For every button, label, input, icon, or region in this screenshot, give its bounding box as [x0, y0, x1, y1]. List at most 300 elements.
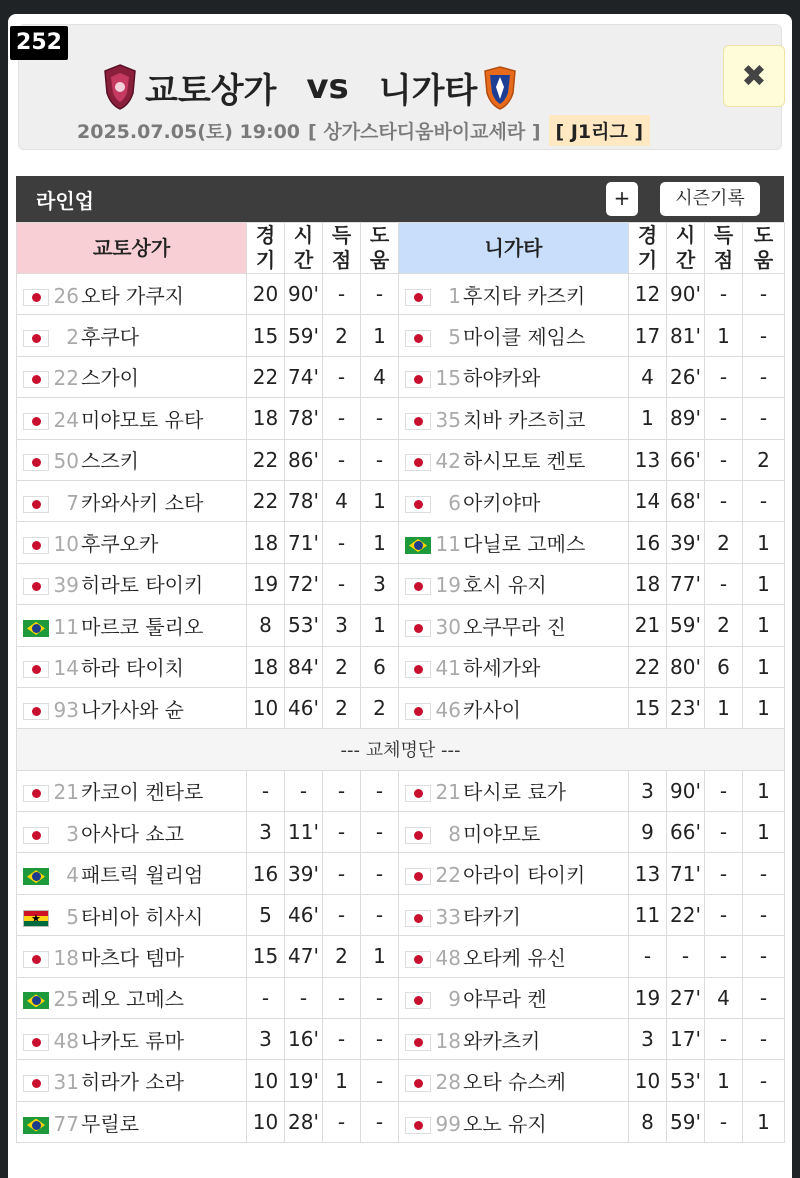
match-lineup-modal	[8, 14, 792, 1178]
away-player-cell[interactable]	[399, 646, 629, 687]
season-record-button[interactable]: 시즌기록	[660, 182, 760, 216]
goals-cell: 2	[323, 936, 361, 977]
home-player-cell[interactable]	[17, 439, 247, 480]
games-cell: 11	[629, 894, 667, 935]
flag-icon	[405, 1117, 431, 1134]
goals-cell: 2	[705, 522, 743, 563]
minutes-cell: 81'	[667, 315, 705, 356]
substitutes-label: --- 교체명단 ---	[17, 729, 785, 770]
home-player-cell[interactable]	[17, 894, 247, 935]
player-name[interactable]: 하라 타이치	[81, 656, 184, 681]
minutes-cell: 59'	[667, 605, 705, 646]
flag-icon	[405, 330, 431, 347]
player-name[interactable]: 아사다 쇼고	[81, 821, 184, 846]
table-row	[17, 605, 785, 646]
substitutes-divider-row	[17, 729, 785, 770]
flag-icon	[23, 371, 49, 388]
goals-cell: 1	[705, 1060, 743, 1101]
assists-cell: -	[361, 894, 399, 935]
home-player-cell[interactable]	[17, 1019, 247, 1060]
minutes-cell: 90'	[667, 770, 705, 811]
table-row	[17, 770, 785, 811]
player-number: 99	[435, 1111, 461, 1136]
player-number: 11	[53, 614, 79, 639]
flag-icon	[405, 785, 431, 802]
assists-cell: 1	[361, 480, 399, 521]
away-player-cell[interactable]	[399, 1101, 629, 1142]
goals-cell: -	[323, 853, 361, 894]
player-name[interactable]: 하야카와	[463, 366, 541, 391]
assists-cell: -	[361, 977, 399, 1018]
table-row	[17, 1101, 785, 1142]
minutes-cell: -	[285, 770, 323, 811]
assists-cell: 4	[361, 356, 399, 397]
games-cell: 16	[629, 522, 667, 563]
player-number: 8	[448, 821, 461, 846]
assists-cell: -	[743, 936, 785, 977]
minutes-cell: 26'	[667, 356, 705, 397]
minutes-cell: 53'	[667, 1060, 705, 1101]
away-team-name: 니가타	[378, 70, 478, 111]
goals-cell: -	[323, 356, 361, 397]
assists-cell: -	[361, 1101, 399, 1142]
home-player-cell[interactable]	[17, 1060, 247, 1101]
player-number: 28	[435, 1070, 461, 1095]
flag-icon	[405, 413, 431, 430]
player-number: 6	[448, 490, 461, 515]
player-number: 2	[66, 325, 79, 350]
goals-cell: 3	[323, 605, 361, 646]
goals-cell: -	[323, 1019, 361, 1060]
home-player-cell[interactable]	[17, 522, 247, 563]
assists-cell: 1	[743, 563, 785, 604]
player-name[interactable]: 후쿠오카	[81, 532, 159, 557]
match-info	[77, 115, 650, 146]
home-player-cell[interactable]	[17, 812, 247, 853]
goals-cell: -	[323, 522, 361, 563]
table-row	[17, 853, 785, 894]
goals-cell: 2	[323, 646, 361, 687]
table-row	[17, 812, 785, 853]
player-name[interactable]: 오타 가쿠지	[81, 283, 184, 308]
minutes-cell: 11'	[285, 812, 323, 853]
goals-cell: -	[323, 274, 361, 315]
minutes-cell: 72'	[285, 563, 323, 604]
minutes-cell: 27'	[667, 977, 705, 1018]
games-cell: 19	[629, 977, 667, 1018]
flag-icon	[405, 537, 431, 554]
player-name[interactable]: 미야모토	[463, 821, 541, 846]
player-number: 21	[435, 780, 461, 805]
minutes-cell: 23'	[667, 687, 705, 728]
games-cell: 13	[629, 853, 667, 894]
flag-icon	[23, 951, 49, 968]
games-cell: 18	[247, 398, 285, 439]
player-number: 15	[435, 366, 461, 391]
player-name[interactable]: 스가이	[81, 366, 139, 391]
flag-icon	[23, 578, 49, 595]
section-title: 라인업	[36, 189, 94, 213]
player-number: 35	[435, 407, 461, 432]
player-number: 42	[435, 449, 461, 474]
minutes-cell: 89'	[667, 398, 705, 439]
home-team-emblem-icon	[103, 63, 137, 111]
minutes-cell: 86'	[285, 439, 323, 480]
games-cell: 12	[629, 274, 667, 315]
minutes-cell: 71'	[285, 522, 323, 563]
minutes-cell: -	[667, 936, 705, 977]
player-number: 93	[53, 697, 79, 722]
minutes-column-header: 시 간	[285, 223, 323, 274]
home-player-cell[interactable]	[17, 480, 247, 521]
flag-icon	[23, 992, 49, 1009]
player-number: 18	[53, 945, 79, 970]
minutes-cell: 66'	[667, 812, 705, 853]
games-cell: -	[247, 770, 285, 811]
assists-cell: -	[361, 770, 399, 811]
table-row	[17, 522, 785, 563]
vs-label: vs	[306, 67, 349, 107]
away-player-cell[interactable]	[399, 812, 629, 853]
player-number: 30	[435, 614, 461, 639]
flag-icon	[405, 289, 431, 306]
player-name[interactable]: 호시 유지	[463, 573, 547, 598]
goals-cell: -	[705, 936, 743, 977]
games-cell: 22	[247, 439, 285, 480]
table-row	[17, 977, 785, 1018]
table-row	[17, 439, 785, 480]
games-cell: 3	[247, 1019, 285, 1060]
player-name[interactable]: 오타케 유신	[463, 945, 566, 970]
away-player-cell[interactable]	[399, 977, 629, 1018]
away-player-cell[interactable]	[399, 1060, 629, 1101]
goals-cell: 2	[323, 687, 361, 728]
player-name[interactable]: 다닐로 고메스	[463, 532, 586, 557]
player-name[interactable]: 아키야마	[463, 490, 541, 515]
away-player-cell[interactable]	[399, 687, 629, 728]
flag-icon	[23, 868, 49, 885]
away-player-cell[interactable]	[399, 480, 629, 521]
away-player-cell[interactable]	[399, 605, 629, 646]
minutes-cell: -	[285, 977, 323, 1018]
starters-body	[17, 274, 785, 729]
substitutes-body	[17, 770, 785, 1143]
player-number: 3	[66, 821, 79, 846]
player-number: 22	[53, 366, 79, 391]
away-player-cell[interactable]	[399, 274, 629, 315]
home-team-name: 교토상가	[145, 70, 277, 111]
assists-cell: -	[743, 274, 785, 315]
games-cell: 22	[629, 646, 667, 687]
games-cell: 10	[247, 1060, 285, 1101]
table-row	[17, 646, 785, 687]
games-cell: 1	[629, 398, 667, 439]
games-cell: 22	[247, 356, 285, 397]
player-number: 31	[53, 1070, 79, 1095]
player-name[interactable]: 오노 유지	[463, 1111, 547, 1136]
home-player-cell[interactable]	[17, 936, 247, 977]
goals-cell: 2	[705, 605, 743, 646]
flag-icon	[405, 661, 431, 678]
assists-cell: -	[743, 356, 785, 397]
player-number: 26	[53, 283, 79, 308]
assists-cell: -	[361, 853, 399, 894]
away-player-cell[interactable]	[399, 936, 629, 977]
away-team-emblem-icon	[483, 63, 517, 111]
player-name[interactable]: 타시로 료가	[463, 780, 566, 805]
goals-cell: 4	[705, 977, 743, 1018]
assists-cell: -	[743, 977, 785, 1018]
flag-icon	[405, 1075, 431, 1092]
player-name[interactable]: 치바 카즈히코	[463, 407, 586, 432]
flag-icon	[23, 537, 49, 554]
player-number: 41	[435, 656, 461, 681]
games-cell: 4	[629, 356, 667, 397]
goals-cell: 1	[323, 1060, 361, 1101]
goals-cell: -	[323, 977, 361, 1018]
player-number: 25	[53, 987, 79, 1012]
close-button[interactable]	[723, 45, 785, 107]
assists-cell: 1	[743, 605, 785, 646]
flag-icon	[23, 1075, 49, 1092]
home-player-cell[interactable]	[17, 977, 247, 1018]
assists-cell: -	[361, 398, 399, 439]
flag-icon	[23, 827, 49, 844]
goals-cell: -	[323, 398, 361, 439]
home-player-cell[interactable]	[17, 274, 247, 315]
flag-icon	[23, 1117, 49, 1134]
goals-cell: 6	[705, 646, 743, 687]
away-player-cell[interactable]	[399, 853, 629, 894]
flag-icon	[23, 910, 49, 927]
match-venue: [ 상가스타디움바이교세라 ]	[308, 121, 541, 143]
games-cell: 20	[247, 274, 285, 315]
goals-cell: -	[323, 439, 361, 480]
goals-cell: 4	[323, 480, 361, 521]
player-name[interactable]: 미야모토 유타	[81, 407, 204, 432]
assists-cell: -	[743, 398, 785, 439]
flag-icon	[405, 454, 431, 471]
flag-icon	[405, 992, 431, 1009]
minutes-cell: 66'	[667, 439, 705, 480]
player-number: 50	[53, 449, 79, 474]
player-name[interactable]: 스즈키	[81, 449, 139, 474]
away-player-cell[interactable]	[399, 398, 629, 439]
minutes-cell: 16'	[285, 1019, 323, 1060]
flag-icon	[405, 951, 431, 968]
games-cell: 16	[247, 853, 285, 894]
player-name[interactable]: 히라토 타이키	[81, 573, 204, 598]
player-name[interactable]: 나카도 류마	[81, 1028, 184, 1053]
away-player-cell[interactable]	[399, 315, 629, 356]
goals-cell: 2	[323, 315, 361, 356]
minutes-cell: 78'	[285, 480, 323, 521]
player-number: 4	[66, 863, 79, 888]
table-row	[17, 936, 785, 977]
assists-cell: -	[743, 853, 785, 894]
goals-cell: -	[705, 563, 743, 604]
flag-icon	[405, 371, 431, 388]
player-name[interactable]: 후지타 카즈키	[463, 283, 586, 308]
assists-cell: 1	[361, 605, 399, 646]
home-player-cell[interactable]	[17, 1101, 247, 1142]
home-player-cell[interactable]	[17, 646, 247, 687]
games-cell: 19	[247, 563, 285, 604]
assists-cell: 1	[361, 315, 399, 356]
assists-cell: 1	[743, 522, 785, 563]
player-number: 19	[435, 573, 461, 598]
player-number: 1	[448, 283, 461, 308]
assists-cell: 1	[361, 522, 399, 563]
player-number: 18	[435, 1028, 461, 1053]
home-player-cell[interactable]	[17, 770, 247, 811]
player-number: 39	[53, 573, 79, 598]
table-row	[17, 356, 785, 397]
minutes-cell: 53'	[285, 605, 323, 646]
goals-cell: -	[323, 1101, 361, 1142]
player-name[interactable]: 오쿠무라 진	[463, 614, 566, 639]
assists-cell: 1	[361, 936, 399, 977]
flag-icon	[405, 910, 431, 927]
player-number: 5	[66, 904, 79, 929]
games-cell: 8	[629, 1101, 667, 1142]
games-cell: 3	[629, 770, 667, 811]
match-header	[18, 24, 782, 150]
goals-column-header: 득 점	[705, 223, 743, 274]
flag-icon	[23, 661, 49, 678]
assists-cell: -	[743, 1019, 785, 1060]
minutes-cell: 39'	[667, 522, 705, 563]
goals-cell: -	[705, 439, 743, 480]
table-row	[17, 274, 785, 315]
home-player-cell[interactable]	[17, 563, 247, 604]
minutes-cell: 46'	[285, 687, 323, 728]
home-player-cell[interactable]	[17, 853, 247, 894]
games-cell: -	[629, 936, 667, 977]
player-name[interactable]: 카사이	[463, 697, 521, 722]
player-name[interactable]: 마르코 툴리오	[81, 614, 204, 639]
league-badge[interactable]: [ J1리그 ]	[549, 115, 651, 146]
away-player-cell[interactable]	[399, 894, 629, 935]
expand-button[interactable]: +	[606, 182, 638, 216]
player-name[interactable]: 후쿠다	[81, 325, 139, 350]
games-cell: 17	[629, 315, 667, 356]
home-player-cell[interactable]	[17, 398, 247, 439]
flag-icon	[23, 785, 49, 802]
flag-icon	[23, 620, 49, 637]
match-datetime: 2025.07.05(토) 19:00	[77, 121, 301, 143]
games-cell: 18	[629, 563, 667, 604]
flag-icon	[405, 620, 431, 637]
player-name[interactable]: 마츠다 템마	[81, 945, 184, 970]
games-cell: 3	[247, 812, 285, 853]
goals-cell: 1	[705, 315, 743, 356]
minutes-cell: 80'	[667, 646, 705, 687]
games-cell: 22	[247, 480, 285, 521]
player-number: 7	[66, 490, 79, 515]
goals-cell: -	[705, 894, 743, 935]
player-name[interactable]: 하세가와	[463, 656, 541, 681]
home-player-cell[interactable]	[17, 687, 247, 728]
player-name[interactable]: 레오 고메스	[81, 987, 184, 1012]
away-player-cell[interactable]	[399, 770, 629, 811]
player-name[interactable]: 히라가 소라	[81, 1070, 184, 1095]
player-name[interactable]: 와카츠키	[463, 1028, 541, 1053]
player-number: 48	[53, 1028, 79, 1053]
flag-icon	[23, 496, 49, 513]
table-row	[17, 1019, 785, 1060]
games-cell: 10	[247, 1101, 285, 1142]
home-player-cell[interactable]	[17, 356, 247, 397]
away-player-cell[interactable]	[399, 563, 629, 604]
home-team-column-header: 교토상가	[17, 223, 247, 274]
flag-icon	[23, 703, 49, 720]
minutes-cell: 77'	[667, 563, 705, 604]
player-name[interactable]: 무릴로	[81, 1111, 139, 1136]
goals-cell: -	[705, 274, 743, 315]
match-number-badge: 252	[10, 26, 68, 60]
minutes-cell: 59'	[285, 315, 323, 356]
away-player-cell[interactable]	[399, 1019, 629, 1060]
games-cell: 8	[247, 605, 285, 646]
minutes-cell: 78'	[285, 398, 323, 439]
minutes-cell: 68'	[667, 480, 705, 521]
games-cell: 21	[629, 605, 667, 646]
player-name[interactable]: 마이클 제임스	[463, 325, 586, 350]
flag-icon	[405, 578, 431, 595]
away-player-cell[interactable]	[399, 356, 629, 397]
games-cell: 10	[629, 1060, 667, 1101]
player-name[interactable]: 아라이 타이키	[463, 863, 586, 888]
player-name[interactable]: 오타 슈스케	[463, 1070, 566, 1095]
minutes-cell: 39'	[285, 853, 323, 894]
assists-cell: 1	[743, 687, 785, 728]
assists-cell: 1	[743, 1101, 785, 1142]
player-name[interactable]: 카코이 켄타로	[81, 780, 204, 805]
player-name[interactable]: 하시모토 켄토	[463, 449, 586, 474]
flag-icon	[405, 868, 431, 885]
player-name[interactable]: 패트릭 윌리엄	[81, 863, 204, 888]
flag-icon	[405, 1034, 431, 1051]
assists-column-header: 도 움	[743, 223, 785, 274]
player-name[interactable]: 타카기	[463, 904, 521, 929]
close-icon: ✖	[741, 58, 767, 94]
player-name[interactable]: 타비아 히사시	[81, 904, 204, 929]
home-player-cell[interactable]	[17, 605, 247, 646]
table-row	[17, 480, 785, 521]
player-name[interactable]: 야무라 켄	[463, 987, 547, 1012]
assists-cell: -	[743, 480, 785, 521]
games-cell: 15	[629, 687, 667, 728]
table-row	[17, 563, 785, 604]
goals-cell: -	[705, 398, 743, 439]
table-row	[17, 315, 785, 356]
player-name[interactable]: 카와사키 소타	[81, 490, 204, 515]
assists-cell: -	[361, 1019, 399, 1060]
assists-cell: 1	[743, 770, 785, 811]
away-player-cell[interactable]	[399, 439, 629, 480]
minutes-cell: 84'	[285, 646, 323, 687]
goals-cell: -	[323, 563, 361, 604]
goals-cell: -	[323, 770, 361, 811]
player-name[interactable]: 나가사와 슌	[81, 697, 184, 722]
away-player-cell[interactable]	[399, 522, 629, 563]
player-number: 24	[53, 407, 79, 432]
minutes-cell: 59'	[667, 1101, 705, 1142]
home-player-cell[interactable]	[17, 315, 247, 356]
goals-cell: -	[705, 356, 743, 397]
minutes-column-header: 시 간	[667, 223, 705, 274]
